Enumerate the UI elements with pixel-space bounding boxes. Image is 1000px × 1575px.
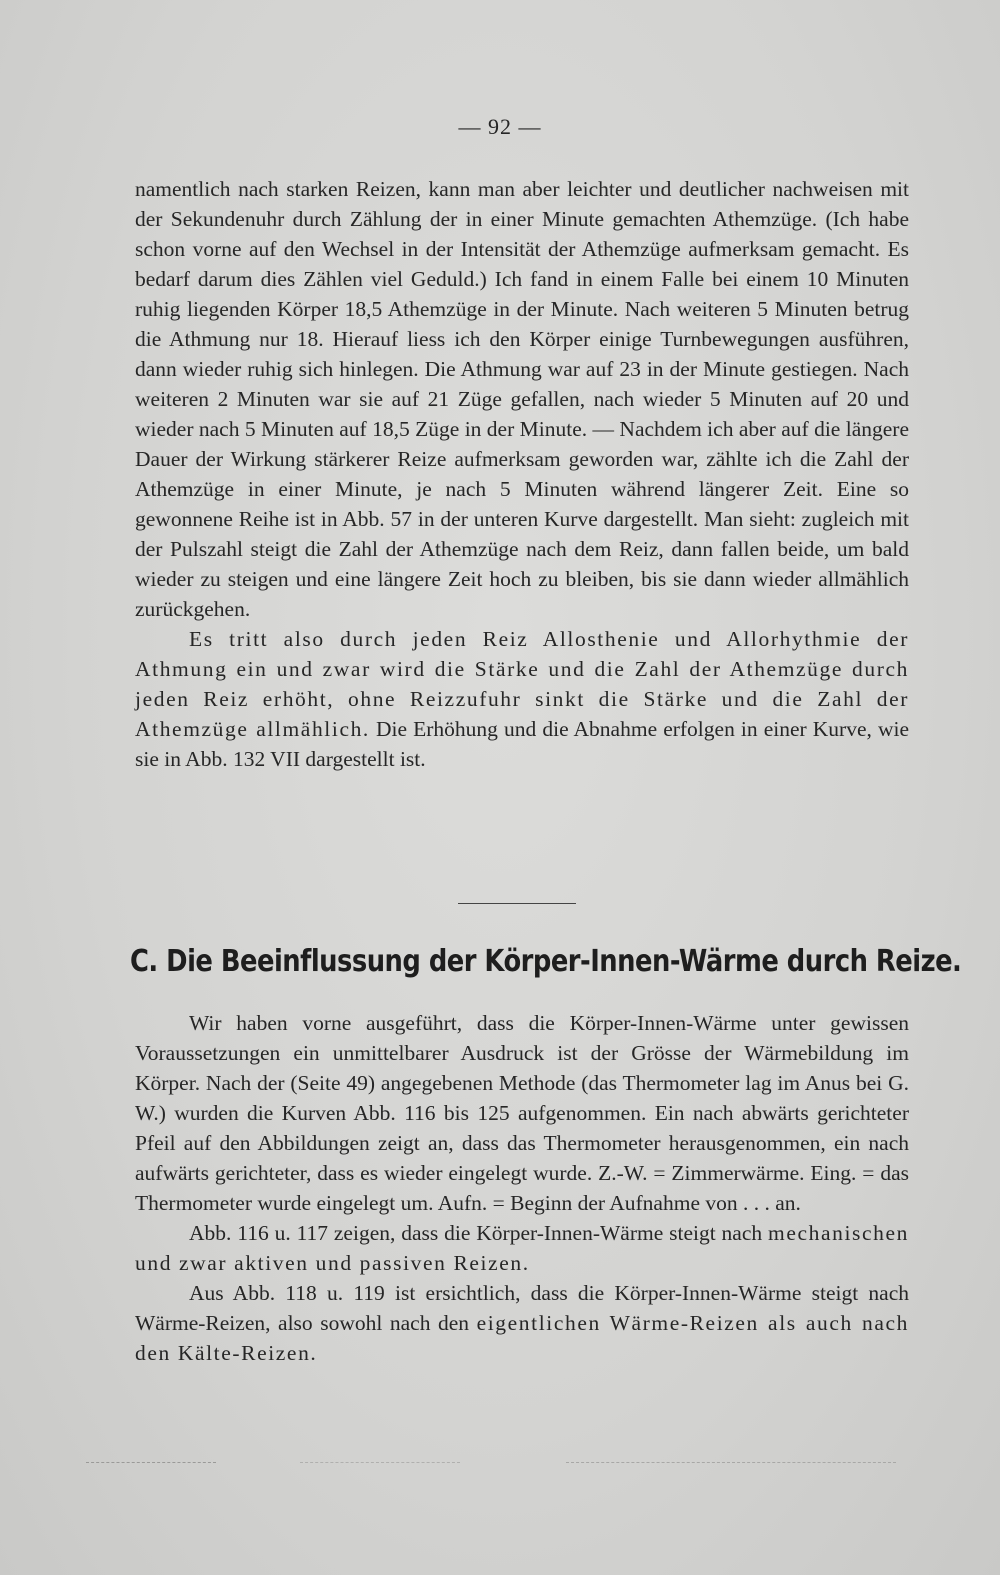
paragraph-body-temperature-method: Wir haben vorne ausgeführt, dass die Körper-Innen-Wärme unter gewissen Voraussetzungen ein unmittelbarer Ausdruck ist der Grösse der Wärmebildung im Körper. Nach der (Seite 49) angegebenen Methode (das Thermometer lag im Anus bei G. W.) wurden die Kurven Abb. 116 bis 125 aufgenommen. Ein nach abwärts gerichteter Pfeil auf den Abbildungen zeigt an, dass das Thermometer herausgenommen, ein nach aufwärts gerichteter, dass es wieder eingelegt wurde. Z.-W. = Zimmerwärme. Eing. = das Thermometer wurde eingelegt um. Aufn. = Beginn der Aufnahme von . . . an. xyxy=(135,1011,909,1215)
paragraph-mechanical-stimuli xyxy=(135,1218,909,1278)
summary-rest-text: Die Erhöhung und die Abnahme erfolgen in einer Kurve, wie sie in Abb. 132 VII dargestellt ist. xyxy=(135,717,910,771)
p3-text: Aus Abb. 118 u. 119 ist ersichtlich, dass die Körper-Innen-Wärme steigt nach Wärme-Reizen, also sowohl nach den xyxy=(135,1281,909,1335)
summary-spaced-text: Es tritt also durch jeden Reiz Allosthenie und Allorhythmie der Athmung ein und zwar wird die Stärke und die Zahl der Athemzüge durch jeden Reiz erhöht, ohne Reizzufuhr sinkt die Stärke und die Zahl der Athemzüge allmählich. xyxy=(135,627,909,741)
section-c-heading: C. Die Beeinflussung der Körper-Innen-Wärme durch Reize. xyxy=(130,944,962,979)
p2-text: Abb. 116 u. 117 zeigen, dass die Körper-Innen-Wärme steigt nach xyxy=(189,1221,769,1245)
scan-artifact-line xyxy=(300,1462,460,1463)
section-c-text xyxy=(135,1008,909,1368)
paragraph-respiration-summary xyxy=(135,624,909,774)
section-b-text xyxy=(135,174,909,774)
scan-artifact-line xyxy=(86,1462,216,1463)
section-divider xyxy=(458,903,576,904)
scan-artifact-line xyxy=(566,1462,896,1463)
paragraph-heat-stimuli xyxy=(135,1278,909,1368)
p3-spaced-text: eigentlichen Wärme-Reizen als auch nach den Kälte-Reizen. xyxy=(135,1311,909,1365)
page-number: — 92 — xyxy=(458,114,542,139)
p2-spaced-text: mechanischen und zwar aktiven und passiven Reizen. xyxy=(135,1221,909,1275)
paragraph-respiration-count: namentlich nach starken Reizen, kann man aber leichter und deutlicher nachweisen mit der Sekundenuhr durch Zählung der in einer Minute gemachten Athemzüge. (Ich habe schon vorne auf den Wechsel in der Intensität der Athemzüge aufmerksam gemacht. Es bedarf darum dies Zählen viel Geduld.) Ich fand in einem Falle bei einem 10 Minuten ruhig liegenden Körper 18,5 Athemzüge in der Minute. Nach weiteren 5 Minuten betrug die Athmung nur 18. Hierauf liess ich den Körper einige Turnbewegungen ausführen, dann wieder ruhig sich hinlegen. Die Athmung war auf 23 in der Minute gestiegen. Nach weiteren 2 Minuten war sie auf 21 Züge gefallen, nach wieder 5 Minuten auf 20 und wieder nach 5 Minuten auf 18,5 Züge in der Minute. — Nachdem ich aber auf die längere Dauer der Wirkung stärkerer Reize aufmerksam geworden war, zählte ich die Zahl der Athemzüge in einer Minute, je nach 5 Minuten während längerer Zeit. Eine so gewonnene Reihe ist in Abb. 57 in der unteren Kurve dargestellt. Man sieht: zugleich mit der Pulszahl steigt die Zahl der Athemzüge nach dem Reiz, dann fallen beide, um bald wieder zu steigen und eine längere Zeit hoch zu bleiben, bis sie dann wieder allmählich zurückgehen. xyxy=(135,177,909,621)
